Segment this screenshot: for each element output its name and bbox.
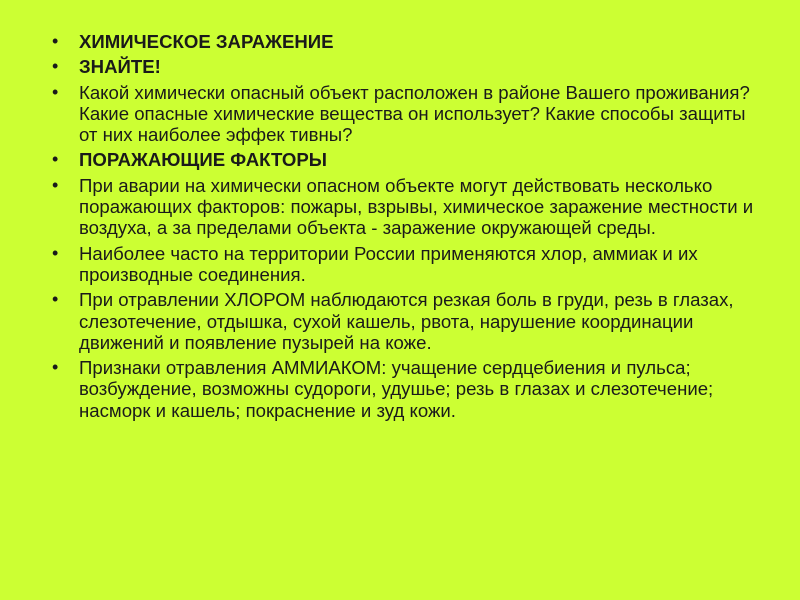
bullet-text: ПОРАЖАЮЩИЕ ФАКТОРЫ <box>79 149 327 171</box>
bullet-icon: • <box>52 81 59 102</box>
bullet-text: Какой химически опасный объект расположен в районе Вашего проживания? Какие опасные химические вещества он использует? Какие способы защиты от них наиболее эффек тивны? <box>79 81 750 146</box>
bullet-item-ammonia-symptoms <box>48 357 760 421</box>
bullet-list <box>48 31 760 421</box>
bullet-item-common-substances <box>48 243 760 286</box>
bullet-item-chlorine-symptoms <box>48 289 760 353</box>
bullet-item-questions <box>48 82 760 146</box>
slide-content <box>48 31 760 425</box>
bullet-text: Признаки отравления АММИАКОМ: учащение сердцебиения и пульса; возбуждение, возможны судороги, удушье; резь в глазах и слезотечение; насморк и кашель; покраснение и зуд кожи. <box>79 357 714 421</box>
bullet-item-heading-chemical-contamination <box>48 31 760 52</box>
bullet-text: Наиболее часто на территории России применяются хлор, аммиак и их производные соединения. <box>79 242 698 285</box>
bullet-icon: • <box>52 56 59 77</box>
bullet-item-heading-know <box>48 56 760 77</box>
bullet-icon: • <box>52 357 59 378</box>
bullet-item-heading-damaging-factors <box>48 149 760 170</box>
bullet-icon: • <box>52 149 59 170</box>
bullet-text: При аварии на химически опасном объекте могут действовать несколько поражающих факторов: пожары, взрывы, химическое заражение местности и воздуха, а за пределами объекта - заражение окружающей среды. <box>79 174 754 239</box>
bullet-text: При отравлении ХЛОРОМ наблюдаются резкая боль в груди, резь в глазах, слезотечение, отдышка, сухой кашель, рвота, нарушение координации движений и появление пузырей на коже. <box>79 289 734 353</box>
bullet-icon: • <box>52 289 59 310</box>
bullet-icon: • <box>52 31 59 51</box>
bullet-icon: • <box>52 242 59 263</box>
bullet-item-accident-factors <box>48 175 760 239</box>
bullet-text: ЗНАЙТЕ! <box>79 56 161 78</box>
bullet-text: ХИМИЧЕСКОЕ ЗАРАЖЕНИЕ <box>79 31 334 52</box>
bullet-icon: • <box>52 174 59 195</box>
